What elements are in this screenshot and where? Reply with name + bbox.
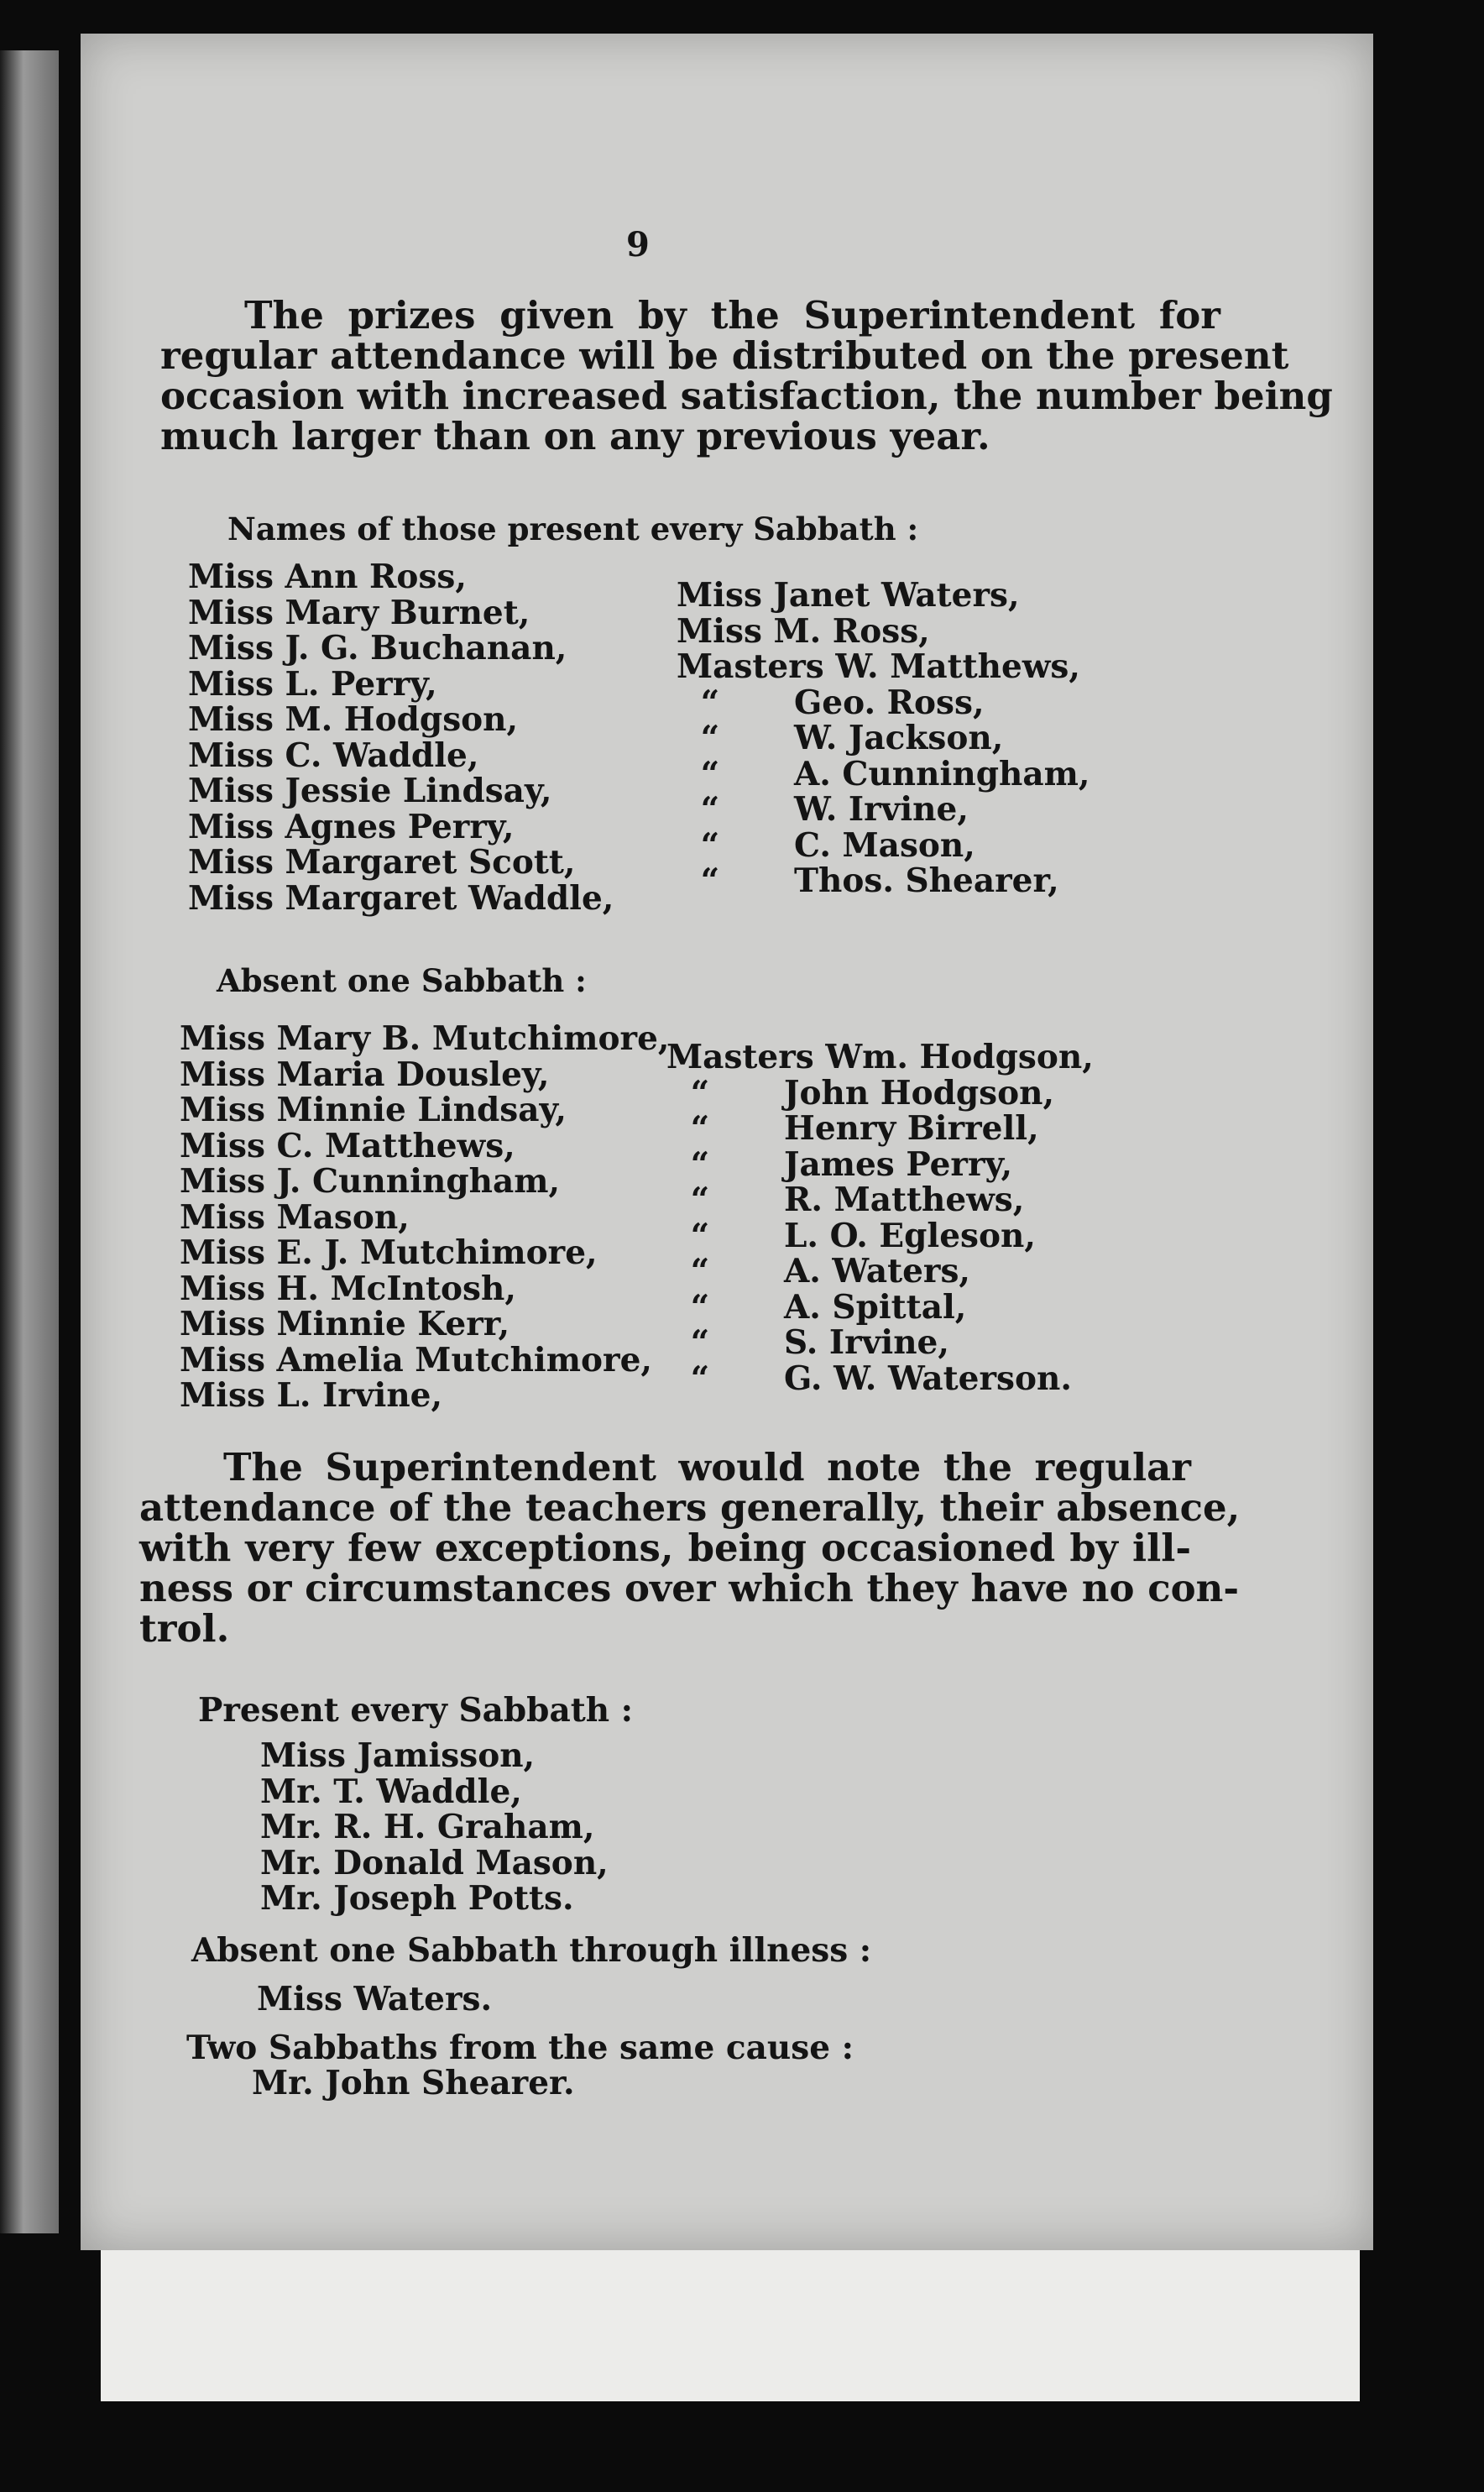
name-prefix: Miss — [677, 576, 762, 615]
absent-one-heading: Absent one Sabbath : — [217, 962, 587, 999]
ditto-mark: “ — [690, 1109, 710, 1148]
teachers-absent-one-heading: Absent one Sabbath through illness : — [191, 1931, 872, 1970]
list-item — [666, 1325, 1094, 1361]
intro-line: much larger than on any previous year. — [160, 414, 990, 458]
name: W. Jackson, — [794, 719, 1004, 757]
list-item — [677, 792, 1089, 828]
intro-line: regular attendance will be distributed on the present — [160, 333, 1289, 378]
teachers-line: ness or circumstances over which they have no con- — [139, 1566, 1240, 1610]
name: A. Spittal, — [784, 1287, 967, 1327]
teachers-absent-one-list — [257, 1982, 492, 2018]
list-item — [677, 611, 1089, 651]
name: A. Cunningham, — [794, 754, 1090, 793]
ditto-mark: “ — [690, 1073, 710, 1112]
list-item: Miss Mary B. Mutchimore, — [180, 1019, 670, 1058]
present-every-left-list — [188, 559, 614, 916]
list-item — [677, 720, 1089, 756]
list-item: Miss Amelia Mutchimore, — [180, 1340, 652, 1380]
teachers-line: attendance of the teachers generally, their absence, — [139, 1485, 1241, 1530]
name: John Hodgson, — [784, 1073, 1055, 1112]
list-item — [677, 825, 1089, 865]
list-item: Miss C. Waddle, — [188, 736, 479, 775]
absent-one-left-list — [180, 1021, 670, 1414]
page-number: 9 — [626, 225, 650, 264]
list-item: Miss Agnes Perry, — [188, 807, 515, 846]
name-prefix: Masters — [666, 1038, 814, 1076]
list-item: Miss L. Perry, — [188, 664, 437, 704]
name: W. Matthews, — [835, 647, 1080, 686]
list-item: Mr. Donald Mason, — [260, 1843, 609, 1882]
list-item — [677, 863, 1089, 899]
list-item: Miss E. J. Mutchimore, — [180, 1233, 598, 1272]
list-item — [677, 649, 1089, 685]
list-item: Miss Minnie Kerr, — [180, 1305, 510, 1343]
list-item: Miss M. Hodgson, — [188, 700, 519, 739]
name: G. W. Waterson. — [784, 1359, 1072, 1398]
name: Thos. Shearer, — [794, 861, 1059, 900]
list-item — [666, 1218, 1094, 1254]
name: L. O. Egleson, — [784, 1216, 1036, 1255]
ditto-mark: “ — [700, 790, 720, 829]
teachers-line: The Superintendent would note the regular — [223, 1445, 1191, 1489]
name-prefix: Miss — [677, 611, 762, 651]
name: Henry Birrell, — [784, 1109, 1039, 1148]
ditto-mark: “ — [690, 1359, 710, 1398]
list-item: Miss H. McIntosh, — [180, 1269, 516, 1308]
intro-line: occasion with increased satisfaction, the number being — [160, 374, 1333, 418]
document-page — [81, 34, 1373, 2250]
adjacent-page-edge — [0, 50, 59, 2233]
ditto-mark: “ — [700, 719, 720, 757]
list-item: Mr. John Shearer. — [252, 2064, 575, 2102]
list-item — [666, 1073, 1094, 1112]
list-item: Miss Margaret Scott, — [188, 843, 576, 882]
list-item — [677, 578, 1089, 614]
list-item: Miss Jessie Lindsay, — [188, 772, 552, 810]
underlying-sheet — [101, 2250, 1360, 2401]
ditto-mark: “ — [700, 754, 720, 793]
intro-line: The prizes given by the Superintendent for — [244, 293, 1220, 338]
ditto-mark: “ — [700, 861, 720, 900]
ditto-mark: “ — [690, 1287, 710, 1327]
list-item — [666, 1039, 1094, 1076]
present-every-heading: Names of those present every Sabbath : — [227, 510, 919, 547]
name: M. Ross, — [773, 611, 930, 651]
list-item: Miss C. Matthews, — [180, 1126, 515, 1165]
name: Wm. Hodgson, — [825, 1038, 1094, 1076]
name: S. Irvine, — [784, 1323, 949, 1362]
list-item: Miss Margaret Waddle, — [188, 878, 614, 918]
list-item: Miss J. G. Buchanan, — [188, 629, 567, 668]
intro-paragraph — [160, 293, 1333, 458]
name-prefix: Masters — [677, 647, 824, 686]
ditto-mark: “ — [700, 825, 720, 865]
ditto-mark: “ — [690, 1144, 710, 1184]
list-item — [677, 685, 1089, 721]
teachers-line: trol. — [139, 1606, 230, 1651]
ditto-mark: “ — [690, 1181, 710, 1219]
list-item: Miss Maria Dousley, — [180, 1055, 550, 1094]
teachers-paragraph — [139, 1445, 1241, 1651]
list-item — [666, 1182, 1094, 1218]
list-item — [666, 1254, 1094, 1290]
teachers-present-list — [260, 1738, 609, 1917]
list-item: Mr. Joseph Potts. — [260, 1879, 574, 1918]
ditto-mark: “ — [690, 1252, 710, 1290]
list-item: Miss Jamisson, — [260, 1736, 536, 1775]
teachers-present-heading: Present every Sabbath : — [198, 1691, 634, 1730]
name: C. Mason, — [794, 825, 975, 865]
name: A. Waters, — [784, 1252, 971, 1290]
list-item: Mr. R. H. Graham, — [260, 1808, 595, 1846]
name: Geo. Ross, — [794, 683, 985, 722]
ditto-mark: “ — [690, 1216, 710, 1255]
name: James Perry, — [784, 1144, 1013, 1184]
list-item: Mr. T. Waddle, — [260, 1772, 522, 1811]
list-item — [666, 1111, 1094, 1147]
list-item: Miss J. Cunningham, — [180, 1162, 561, 1201]
name: Janet Waters, — [773, 576, 1020, 615]
absent-one-right-list — [666, 1039, 1094, 1396]
list-item: Miss Mason, — [180, 1197, 410, 1237]
name: R. Matthews, — [784, 1181, 1025, 1219]
list-item — [677, 756, 1089, 793]
name: W. Irvine, — [794, 790, 969, 829]
list-item — [666, 1287, 1094, 1327]
teachers-line: with very few exceptions, being occasioned by ill- — [139, 1526, 1191, 1570]
list-item: Miss Minnie Lindsay, — [180, 1091, 567, 1129]
list-item — [666, 1361, 1094, 1397]
list-item: Miss Waters. — [257, 1980, 493, 2018]
ditto-mark: “ — [690, 1323, 710, 1362]
list-item — [666, 1144, 1094, 1184]
list-item: Miss L. Irvine, — [180, 1376, 443, 1415]
list-item: Miss Ann Ross, — [188, 558, 467, 596]
present-every-right-list — [677, 578, 1089, 899]
teachers-absent-two-heading: Two Sabbaths from the same cause : — [186, 2029, 854, 2067]
teachers-absent-two-list — [252, 2065, 575, 2102]
list-item: Miss Mary Burnet, — [188, 593, 530, 632]
ditto-mark: “ — [700, 683, 720, 722]
